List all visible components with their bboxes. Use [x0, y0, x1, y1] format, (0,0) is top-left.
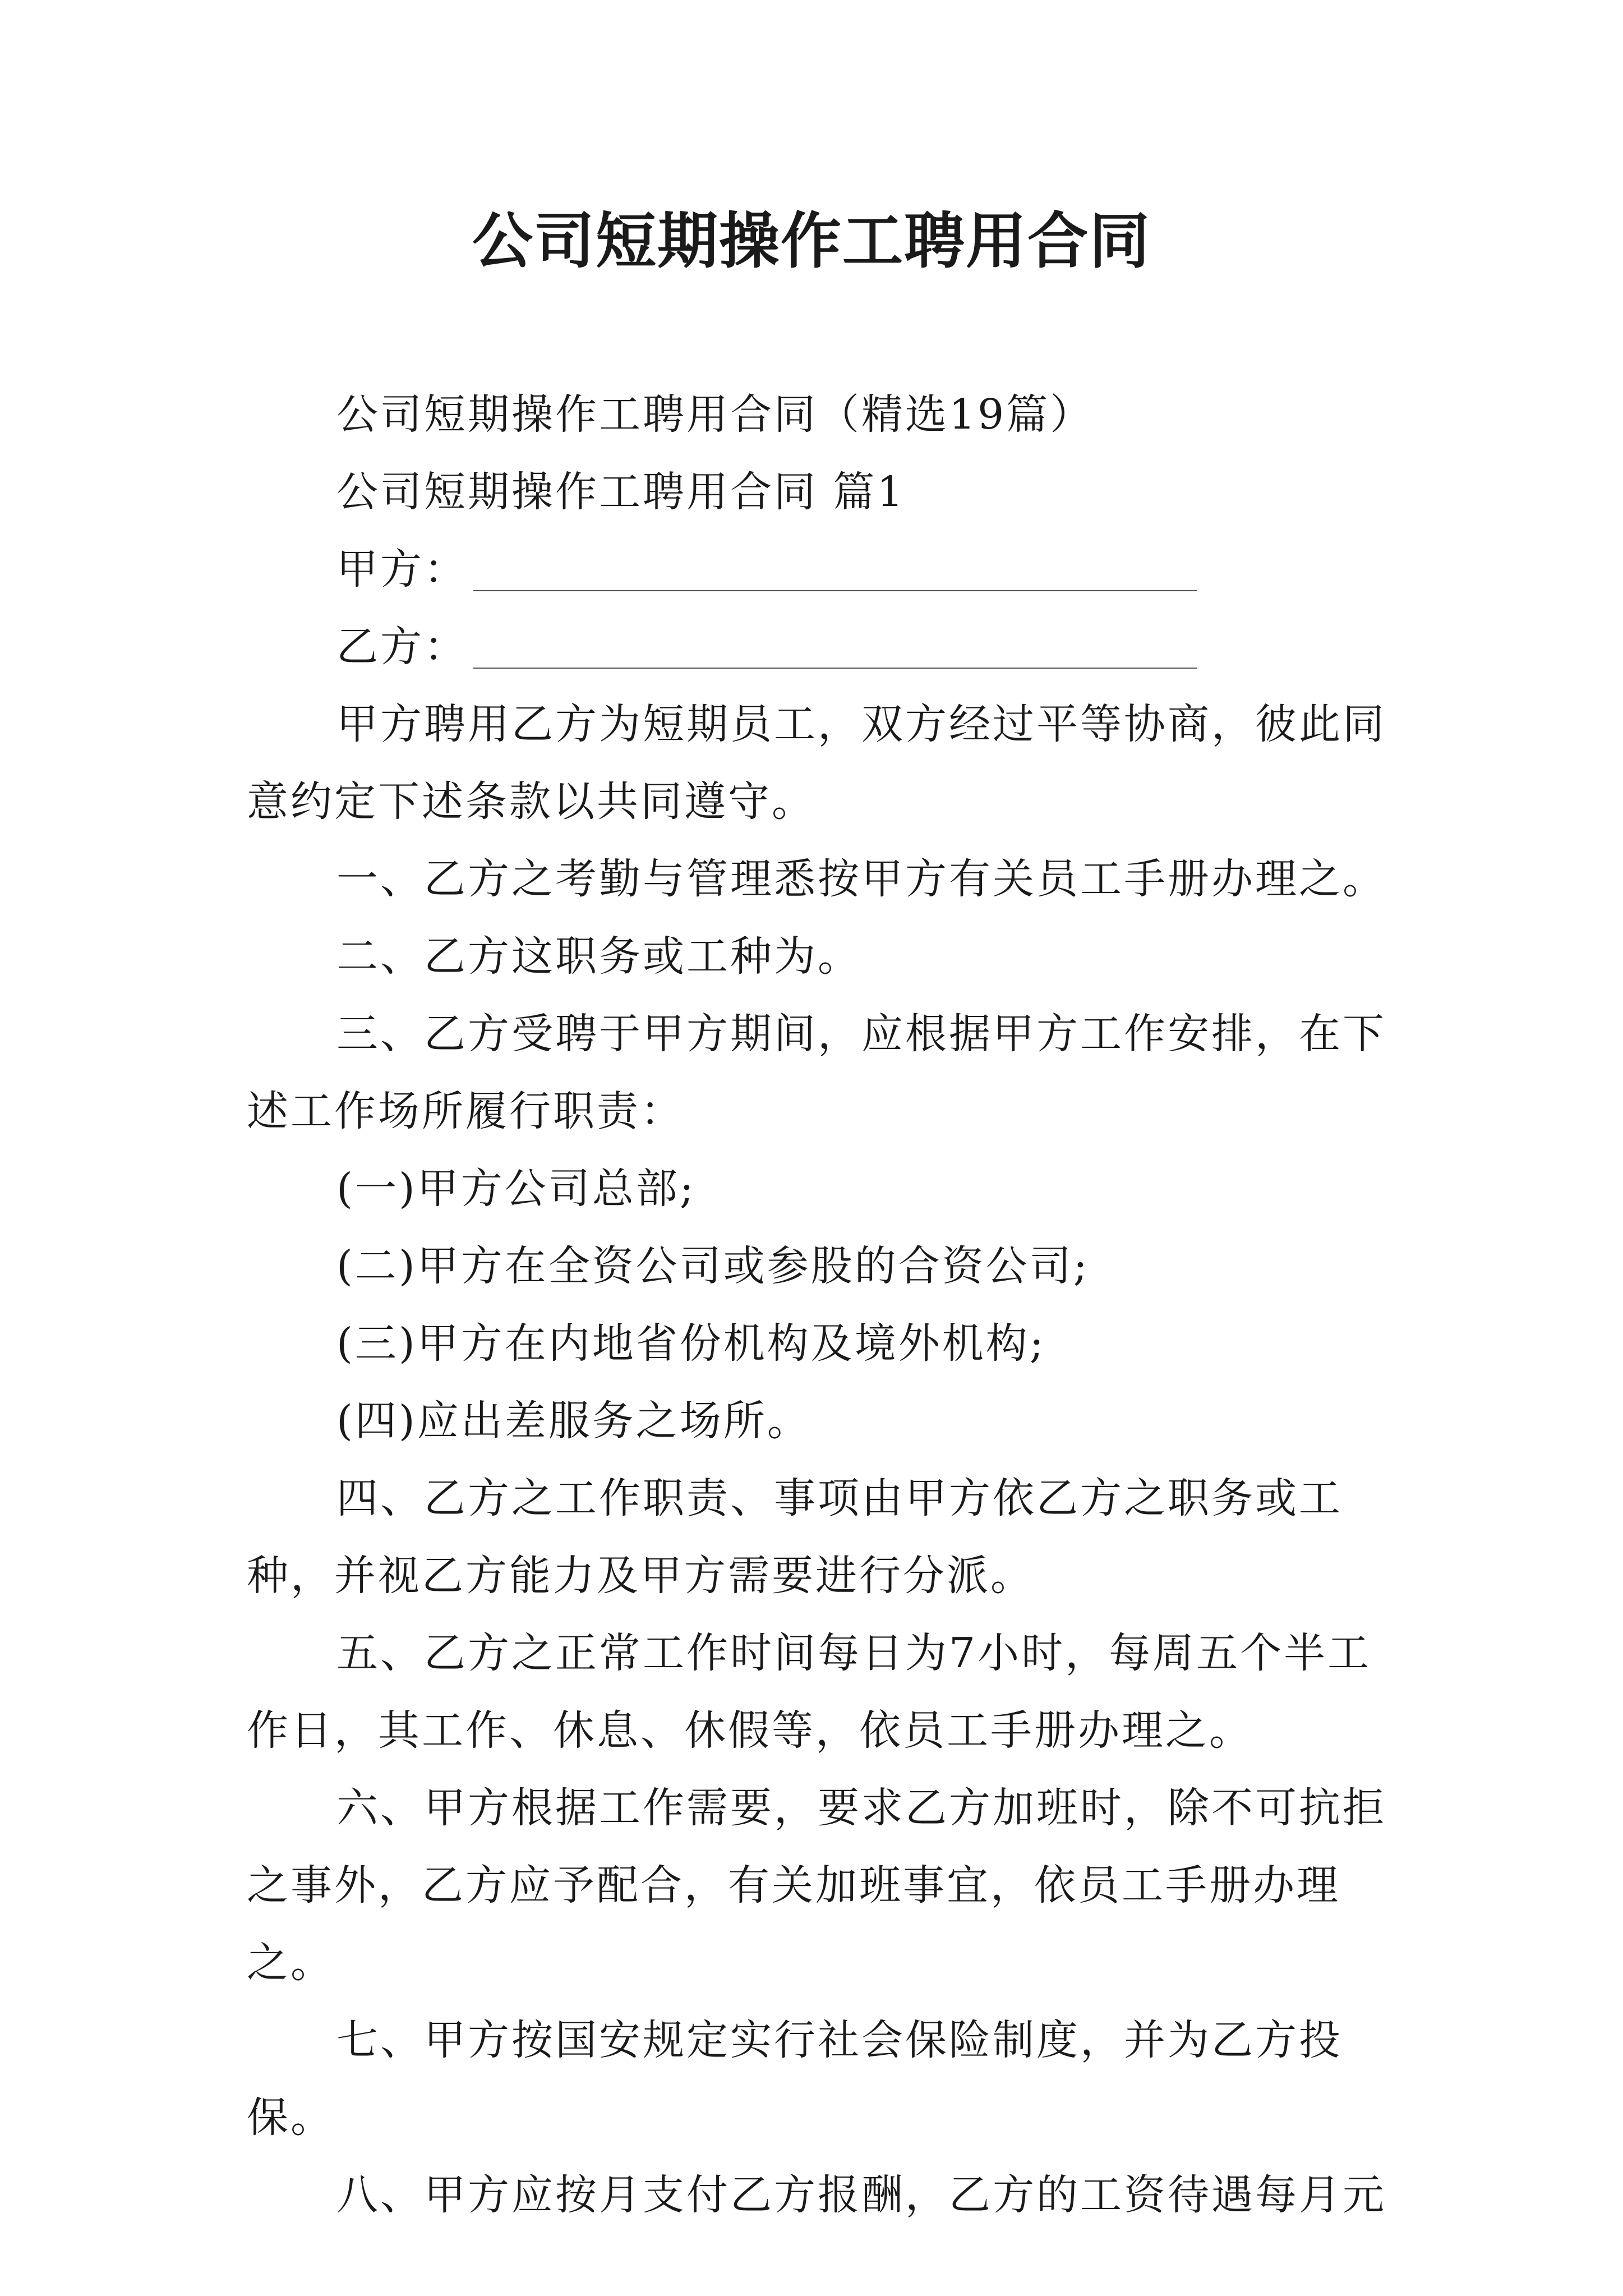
paragraph: 三、乙方受聘于甲方期间，应根据甲方工作安排，在下述工作场所履行职责：: [247, 1010, 1386, 1135]
document-subtitle: 公司短期操作工聘用合同（精选19篇）: [336, 390, 1094, 439]
party-a-label: 甲方：: [336, 545, 468, 593]
document-title: 公司短期操作工聘用合同: [472, 206, 1151, 277]
party-a-blank-line: [473, 556, 1197, 591]
party-b-label: 乙方：: [336, 623, 468, 671]
paragraph: 四、乙方之工作职责、事项由甲方依乙方之职务或工种，并视乙方能力及甲方需要进行分派。: [247, 1474, 1343, 1600]
party-b-field: [247, 608, 1391, 685]
paragraph: (一)甲方公司总部;: [336, 1165, 696, 1213]
paragraph: (四)应出差服务之场所。: [336, 1397, 811, 1445]
paragraph: (二)甲方在全资公司或参股的合资公司;: [336, 1242, 1090, 1290]
paragraph: 一、乙方之考勤与管理悉按甲方有关员工手册办理之。: [336, 855, 1386, 903]
paragraph: 甲方聘用乙方为短期员工，双方经过平等协商，彼此同意约定下述条款以共同遵守。: [247, 700, 1386, 826]
party-b-blank-line: [473, 634, 1197, 669]
paragraph: 五、乙方之正常工作时间每日为7小时，每周五个半工作日，其工作、休息、休假等，依员工手册办理之。: [247, 1629, 1372, 1755]
document-body: [247, 376, 1391, 2234]
paragraph: 二、乙方这职务或工种为。: [336, 932, 861, 981]
party-a-field: [247, 531, 1391, 608]
paragraph: 六、甲方根据工作需要，要求乙方加班时，除不可抗拒之事外，乙方应予配合，有关加班事宜，依员工手册办理之。: [247, 1784, 1386, 1987]
section-heading: 公司短期操作工聘用合同 篇1: [336, 468, 906, 516]
paragraph: 八、甲方应按月支付乙方报酬，乙方的工资待遇每月元: [336, 2171, 1386, 2219]
paragraph: (三)甲方在内地省份机构及境外机构;: [336, 1319, 1046, 1368]
paragraph: 七、甲方按国安规定实行社会保险制度，并为乙方投保。: [247, 2016, 1343, 2142]
